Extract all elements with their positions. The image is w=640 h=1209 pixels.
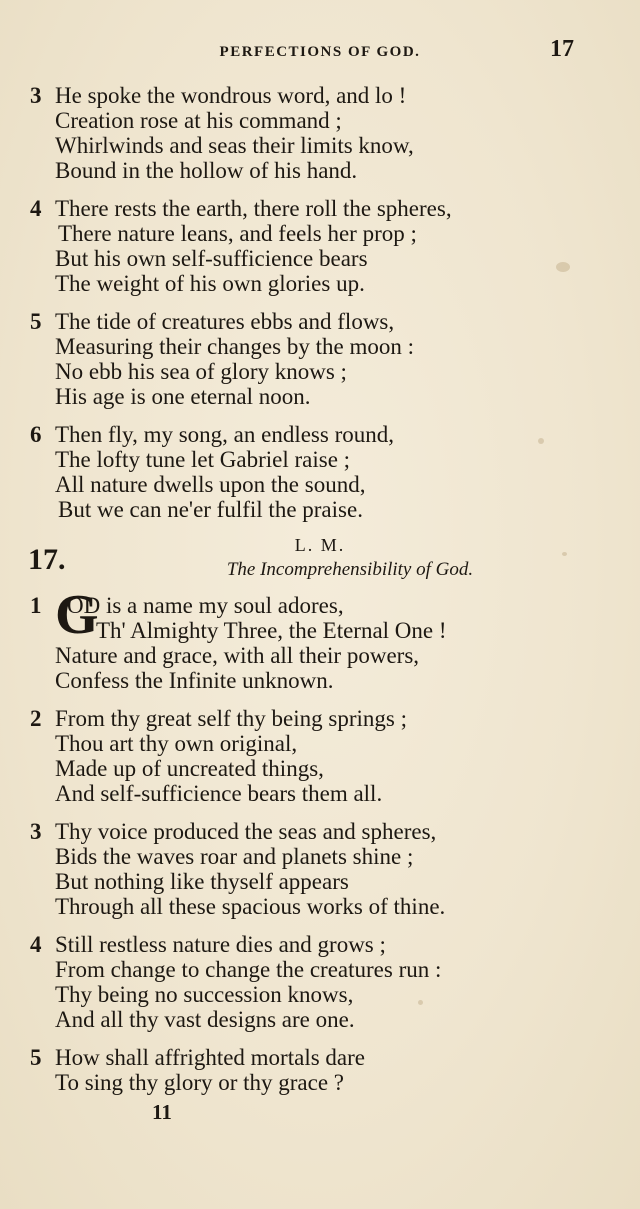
verse-line: Still restless nature dies and grows ; [55,932,386,957]
verse-line: His age is one eternal noon. [55,384,311,409]
stanza [30,309,590,409]
verse-line: Th' Almighty Three, the Eternal One ! [96,618,447,643]
paper-stain [418,1000,423,1005]
stanza [30,584,590,693]
stanza-number: 4 [30,196,42,221]
hymn-heading [30,535,590,585]
verse-line: And all thy vast designs are one. [55,1007,355,1032]
stanza-number: 5 [30,309,42,334]
hymn-number: 17. [28,543,66,576]
stanza [30,932,590,1032]
verse-line: There nature leans, and feels her prop ; [58,221,417,246]
stanza [30,196,590,296]
verse-line: Thy voice produced the seas and spheres, [55,819,437,844]
stanza-number: 6 [30,422,42,447]
verse-line: Through all these spacious works of thine. [55,894,446,919]
verse-line: OD is a name my soul adores, [67,593,344,618]
stanza-number: 1 [30,593,42,618]
verse-line: The tide of creatures ebbs and flows, [55,309,395,334]
verse-line: And self-sufficience bears them all. [55,781,383,806]
verse-line: Confess the Infinite unknown. [55,668,334,693]
verse-line: But we can ne'er fulfil the praise. [58,497,363,522]
stanza [30,1045,590,1095]
verse-line: Nature and grace, with all their powers, [55,643,420,668]
stanza [30,706,590,806]
stanza [30,819,590,919]
verse-line: The lofty tune let Gabriel raise ; [55,447,351,472]
signature-mark: 11 [152,1100,172,1124]
verse-line: All nature dwells upon the sound, [55,472,366,497]
stanza-number: 2 [30,706,42,731]
verse-line: There rests the earth, there roll the spheres, [55,196,452,221]
verse-line: But his own self-sufficience bears [55,246,368,271]
verse-line: Thou art thy own original, [55,731,298,756]
verse-line: From thy great self thy being springs ; [55,706,407,731]
page-number: 17 [550,36,574,62]
verse-line: The weight of his own glories up. [55,271,365,296]
stanza [30,83,590,183]
page-content [30,83,590,1108]
verse-line: Bound in the hollow of his hand. [55,158,358,183]
hymn-title: The Incomprehensibility of God. [226,559,474,580]
verse-line: Thy being no succession knows, [55,982,354,1007]
verse-line: Measuring their changes by the moon : [55,334,414,359]
verse-line: No ebb his sea of glory knows ; [55,359,347,384]
running-header: PERFECTIONS OF GOD. [219,44,421,60]
verse-line: Made up of uncreated things, [55,756,324,781]
drop-cap: G [55,584,99,646]
stanza-number: 4 [30,932,42,957]
paper-stain [556,262,570,272]
verse-line: Whirlwinds and seas their limits know, [55,133,414,158]
paper-stain [562,552,567,556]
verse-line: Creation rose at his command ; [55,108,342,133]
stanza-number: 5 [30,1045,42,1070]
verse-line: But nothing like thyself appears [55,869,349,894]
verse-line: How shall affrighted mortals dare [55,1045,365,1070]
verse-line: From change to change the creatures run : [55,957,442,982]
verse-line: He spoke the wondrous word, and lo ! [55,83,407,108]
hymn-meter: L. M. [294,535,346,555]
stanza-number: 3 [30,819,42,844]
paper-stain [538,438,544,444]
verse-line: To sing thy glory or thy grace ? [55,1070,345,1095]
stanza-number: 3 [30,83,42,108]
verse-line: Bids the waves roar and planets shine ; [55,844,414,869]
stanza [30,422,590,522]
verse-line: Then fly, my song, an endless round, [55,422,394,447]
